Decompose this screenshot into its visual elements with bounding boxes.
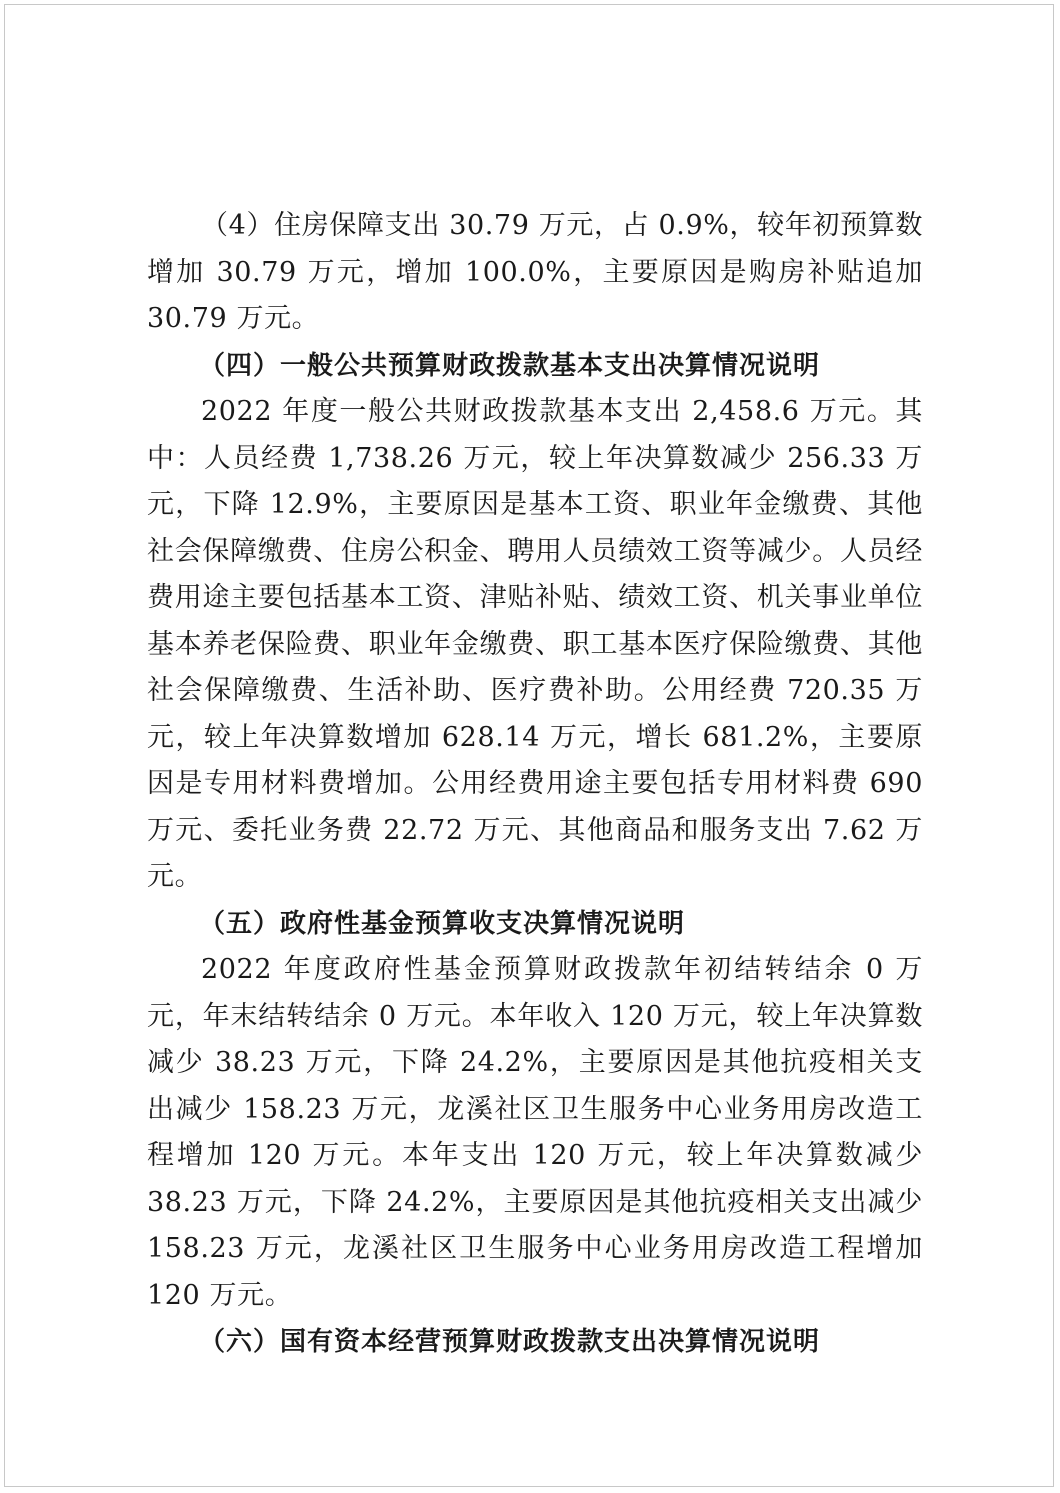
document-body bbox=[147, 203, 923, 1366]
section-heading-basic-expenditure: （四）一般公共预算财政拨款基本支出决算情况说明 bbox=[199, 350, 821, 381]
paragraph-government-fund: 2022 年度政府性基金预算财政拨款年初结转结余 0 万元，年末结转结余 0 万元。本年收入 120 万元，较上年决算数减少 38.23 万元，下降 24.2%，主要原因是其他抗疫相关支出减少 158.23 万元，龙溪社区卫生服务中心业务用房改造工程增加 120 万元。本年支出 120 万元，较上年决算数减少 38.23 万元，下降 24.2%，主要原因是其他抗疫相关支出减少 158.23 万元，龙溪社区卫生服务中心业务用房改造工程增加 120 万元。 bbox=[147, 954, 923, 1311]
page bbox=[4, 4, 1054, 1487]
paragraph-basic-expenditure: 2022 年度一般公共财政拨款基本支出 2,458.6 万元。其中：人员经费 1,738.26 万元，较上年决算数减少 256.33 万元，下降 12.9%，主要原因是基本工资、职业年金缴费、其他社会保障缴费、住房公积金、聘用人员绩效工资等减少。人员经费用途主要包括基本工资、津贴补贴、绩效工资、机关事业单位基本养老保险费、职业年金缴费、职工基本医疗保险缴费、其他社会保障缴费、生活补助、医疗费补助。公用经费 720.35 万元，较上年决算数增加 628.14 万元，增长 681.2%，主要原因是专用材料费增加。公用经费用途主要包括专用材料费 690 万元、委托业务费 22.72 万元、其他商品和服务支出 7.62 万元。 bbox=[147, 396, 923, 892]
paragraph-housing-expenditure: （4）住房保障支出 30.79 万元，占 0.9%，较年初预算数增加 30.79 万元，增加 100.0%，主要原因是购房补贴追加 30.79 万元。 bbox=[147, 210, 923, 334]
section-heading-state-capital: （六）国有资本经营预算财政拨款支出决算情况说明 bbox=[199, 1327, 821, 1357]
section-heading-government-fund: （五）政府性基金预算收支决算情况说明 bbox=[199, 908, 686, 939]
